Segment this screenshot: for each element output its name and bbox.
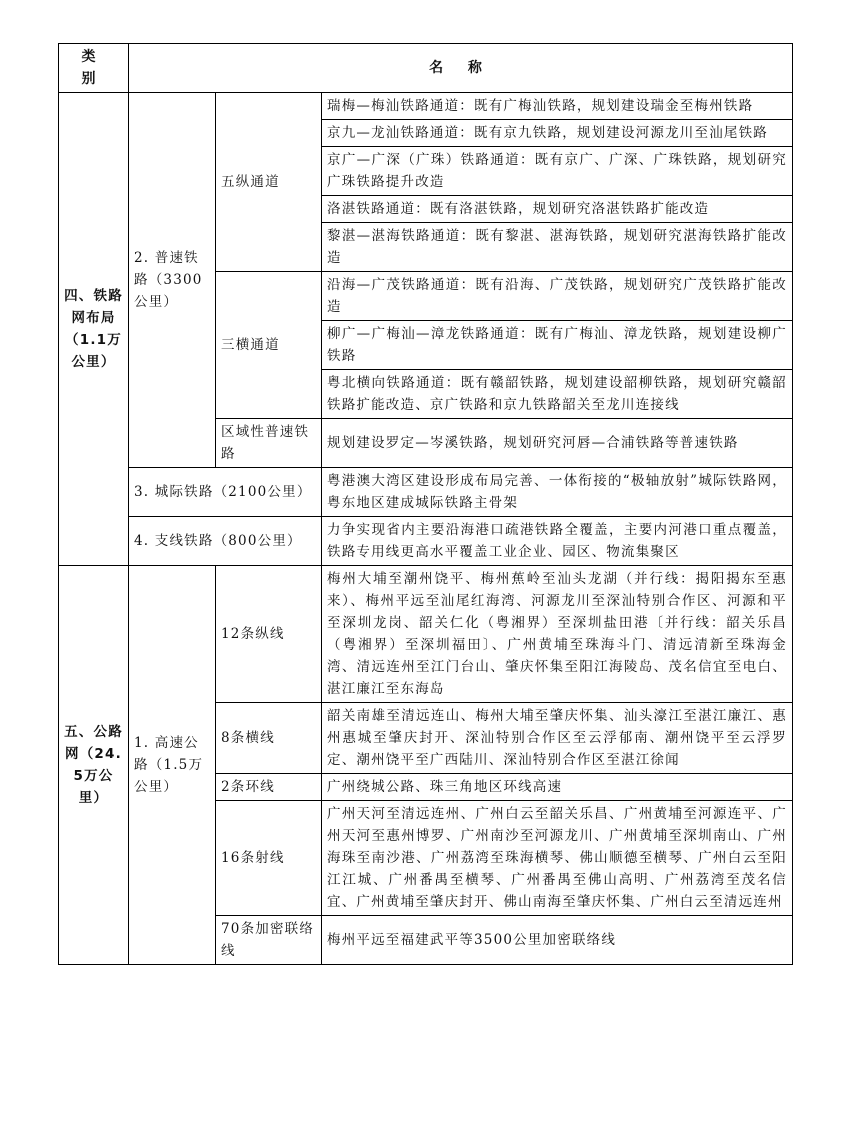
group-five-vertical: 五纵通道 — [216, 93, 322, 272]
rail-corridor: 瑞梅—梅汕铁路通道：既有广梅汕铁路，规划建设瑞金至梅州铁路 — [322, 93, 793, 120]
table-row — [59, 566, 793, 703]
table-header-row — [59, 44, 793, 93]
expressway-group-desc: 梅州平远至福建武平等3500公里加密联络线 — [322, 916, 793, 965]
group-three-horizontal: 三横通道 — [216, 272, 322, 419]
intercity-rail-desc: 粤港澳大湾区建设形成布局完善、一体衔接的“极轴放射”城际铁路网，粤东地区建成城际铁路主骨架 — [322, 468, 793, 517]
expressway-group-desc: 广州绕城公路、珠三角地区环线高速 — [322, 774, 793, 801]
expressway-group-desc: 广州天河至清远连州、广州白云至韶关乐昌、广州黄埔至河源连平、广州天河至惠州博罗、广州南沙至河源龙川、广州黄埔至深圳南山、广州海珠至南沙港、广州荔湾至珠海横琴、佛山顺德至横琴、广州白云至阳江江城、广州番禺至横琴、广州番禺至佛山高明、广州荔湾至茂名信宜、广州黄埔至肇庆封开、佛山南海至肇庆怀集、广州白云至清远连州 — [322, 801, 793, 916]
subcategory-branch-rail: 4. 支线铁路（800公里） — [129, 517, 322, 566]
subcategory-normal-rail: 2. 普速铁路（3300公里） — [129, 93, 216, 468]
rail-corridor: 沿海—广茂铁路通道：既有沿海、广茂铁路，规划研究广茂铁路扩能改造 — [322, 272, 793, 321]
expressway-group-desc: 韶关南雄至清远连山、梅州大埔至肇庆怀集、汕头濠江至湛江廉江、惠州惠城至肇庆封开、深汕特别合作区至云浮郁南、潮州饶平至云浮罗定、潮州饶平至广西陆川、深汕特别合作区至湛江徐闻 — [322, 703, 793, 774]
rail-corridor: 规划建设罗定—岑溪铁路，规划研究河唇—合浦铁路等普速铁路 — [322, 419, 793, 468]
expressway-group-label: 12条纵线 — [216, 566, 322, 703]
rail-corridor: 粤北横向铁路通道：既有赣韶铁路，规划建设韶柳铁路，规划研究赣韶铁路扩能改造、京广铁路和京九铁路韶关至龙川连接线 — [322, 370, 793, 419]
header-category: 类 别 — [59, 44, 129, 93]
subcategory-expressway: 1. 高速公路（1.5万公里） — [129, 566, 216, 965]
expressway-group-desc: 梅州大埔至潮州饶平、梅州蕉岭至汕头龙湖（并行线：揭阳揭东至惠来）、梅州平远至汕尾红海湾、河源龙川至深汕特别合作区、河源和平至深圳龙岗、韶关仁化（粤湘界）至深圳盐田港〔并行线：韶关乐昌（粤湘界）至深圳福田〕、广州黄埔至珠海斗门、清远清新至珠海金湾、清远连州至江门台山、肇庆怀集至阳江海陵岛、茂名信宜至电白、湛江廉江至东海岛 — [322, 566, 793, 703]
expressway-group-label: 16条射线 — [216, 801, 322, 916]
table-row — [59, 517, 793, 566]
rail-corridor: 黎湛—湛海铁路通道：既有黎湛、湛海铁路，规划研究湛海铁路扩能改造 — [322, 223, 793, 272]
rail-corridor: 柳广—广梅汕—漳龙铁路通道：既有广梅汕、漳龙铁路，规划建设柳广铁路 — [322, 321, 793, 370]
expressway-group-label: 70条加密联络线 — [216, 916, 322, 965]
category-railway: 四、铁路网布局（1.1万公里） — [59, 93, 129, 566]
rail-corridor: 洛湛铁路通道：既有洛湛铁路，规划研究洛湛铁路扩能改造 — [322, 196, 793, 223]
table-row — [59, 93, 793, 120]
branch-rail-desc: 力争实现省内主要沿海港口疏港铁路全覆盖，主要内河港口重点覆盖，铁路专用线更高水平覆盖工业企业、园区、物流集聚区 — [322, 517, 793, 566]
expressway-group-label: 8条横线 — [216, 703, 322, 774]
category-road-network: 五、公路网（24.5万公里） — [59, 566, 129, 965]
group-regional-rail: 区域性普速铁路 — [216, 419, 322, 468]
rail-corridor: 京广—广深（广珠）铁路通道：既有京广、广深、广珠铁路，规划研究广珠铁路提升改造 — [322, 147, 793, 196]
rail-corridor: 京九—龙汕铁路通道：既有京九铁路，规划建设河源龙川至汕尾铁路 — [322, 120, 793, 147]
road-rail-layout-table — [58, 43, 793, 965]
header-name: 名 称 — [129, 44, 793, 93]
expressway-group-label: 2条环线 — [216, 774, 322, 801]
subcategory-intercity-rail: 3. 城际铁路（2100公里） — [129, 468, 322, 517]
table-row — [59, 468, 793, 517]
